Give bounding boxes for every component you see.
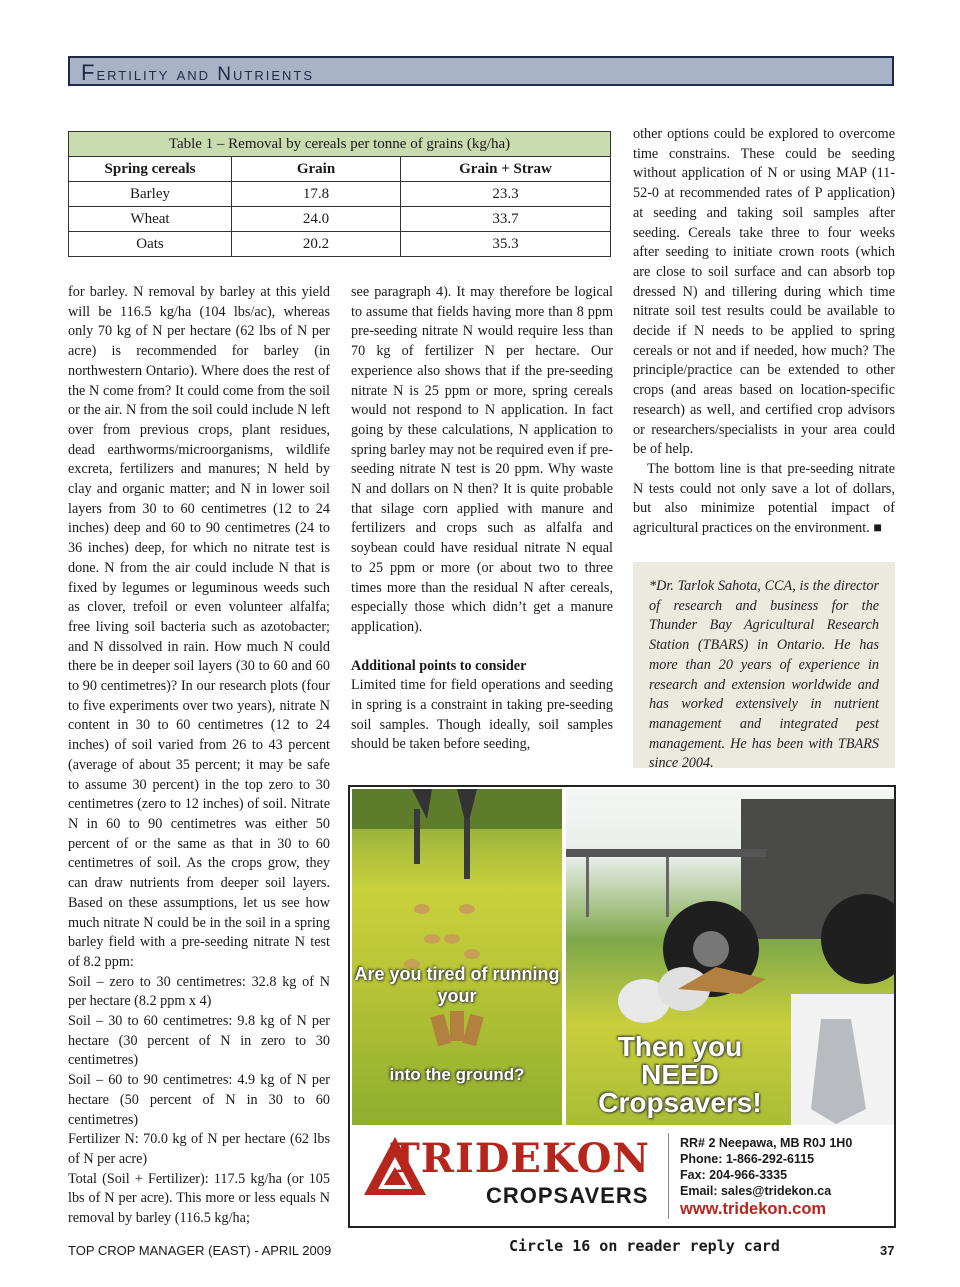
brand-subtitle: CROPSAVERS	[486, 1183, 649, 1208]
ad-divider	[668, 1133, 669, 1219]
subheading: Additional points to consider	[351, 657, 527, 674]
section-header	[68, 56, 894, 86]
tridekon-ad[interactable]	[348, 785, 896, 1228]
table-cell: Barley	[69, 182, 232, 207]
table-cell: 17.8	[232, 182, 401, 207]
paragraph: see paragraph 4). It may therefore be logical to assume that fields having more than 8 ppm pre-seeding nitrate N would require less than 70 kg of fertilizer N per hectare. Our experience also shows that if the pre-seeding nitrate N is 25 ppm or more, spring cereals would not respond to N application. In fact going by these calculations, N application to spring barley may not be required even if pre-seeding nitrate N test is 20 ppm. Why waste N and dollars on N then? It is quite probable that silage corn applied with manure and fertilizers and crops such as alfalfa and soybean could have residual nitrate N equal to 25 ppm or more (or about two to three times more than the residual N after cereals, especially those which didn’t get a manure application).	[351, 284, 613, 635]
contact-phone: Phone: 1-866-292-6115	[680, 1152, 815, 1166]
brand-name: TRIDEKON	[390, 1135, 650, 1182]
table-cell: Oats	[69, 232, 232, 257]
table-row	[69, 232, 611, 257]
table-header-grain-straw: Grain + Straw	[401, 157, 611, 182]
footer-reader-reply: Circle 16 on reader reply card	[509, 1237, 780, 1255]
table-cell: 35.3	[401, 232, 611, 257]
table-cell: Wheat	[69, 207, 232, 232]
calc-line: Soil – 60 to 90 centimetres: 4.9 kg of N per hectare (50 percent of N in 30 to 60 centimetres)	[68, 1072, 330, 1128]
calc-line: Soil – 30 to 60 centimetres: 9.8 kg of N per hectare (30 percent of N in zero to 30 centimetres)	[68, 1013, 330, 1069]
footer-publication: TOP CROP MANAGER (EAST) - APRIL 2009	[68, 1243, 332, 1258]
table-cell: 24.0	[232, 207, 401, 232]
article-column-1	[68, 283, 330, 1229]
ad-photo-tractor	[566, 789, 894, 1125]
author-bio	[633, 562, 895, 772]
calc-line: Fertilizer N: 70.0 kg of N per hectare (62 lbs of N per acre)	[68, 1131, 330, 1167]
paragraph: other options could be explored to overcome time constrains. These could be seeding without application of N or using MAP (11-52-0 at recommended rates of P application) at seeding and taking soil samples after seeding. Cereals take three to four weeks after seeding to initiate crown roots (which are close to soil surface and can absorb top dressed N) and tillering during which time nitrate soil test results could be available to decide if N needs to be applied to spring cereals or not and if needed, how much? The principle/practice can be extended to other crops (and areas based on location-specific research) as well, and certified crop advisors or researchers/specialists in your area could be of help.	[633, 126, 895, 458]
author-bio-text: *Dr. Tarlok Sahota, CCA, is the director of research and business for the Thunder Bay Agricultural Research Station (TBARS) in Ontario. He has more than 20 years of experience in research and extension worldwide and has worked extensively in nutrient management and integrated pest management. He has been with TBARS since 2004.	[649, 578, 879, 772]
table-caption: Table 1 – Removal by cereals per tonne of grains (kg/ha)	[69, 132, 611, 157]
page-number: 37	[880, 1243, 895, 1258]
table-row	[69, 182, 611, 207]
table-row	[69, 207, 611, 232]
contact-website-link[interactable]: www.tridekon.com	[680, 1200, 827, 1218]
contact-fax: Fax: 204-966-3335	[680, 1168, 788, 1182]
paragraph: for barley. N removal by barley at this yield will be 116.5 kg/ha (104 lbs/ac), whereas only 70 kg of N per hectare (62 lbs of N per acre) is recommended for barley (in northwestern Ontario). Where does the rest of the N come from? It could come from the soil or the air. N from the soil could include N left over from previous crops, plant residues, dead earthworms/microorganisms, wildlife excreta, fertilizers and manures; N held by clay and organic matter; and N in lower soil layers from 30 to 60 centimetres (12 to 24 inches) deep and 60 to 90 centimetres (24 to 36 inches) deep, for which no nitrate test is done. N from the air could include N that is fixed by legumes or leguminous weeds such as clover, trefoil or even volunteer alfalfa; free living soil bacteria such as azotobacter; and N dissolved in rain. How much N could there be in deeper soil layers (30 to 60 and 60 to 90 centimetres)? In our research plots (four to five experiments over two years), nitrate N content in 30 to 60 centimetres (12 to 24 inches) of soil varied from 26 to 43 percent (average of about 35 percent; it may be safe to assume 30 percent) in the top zero to 30 centimetres (zero to 12 inches) of soil. Nitrate N in 60 to 90 centimetres was either 50 percent of or the same as that in 30 to 60 centimetres of soil. As the crops grow, they can draw nutrients from deeper soil layers. Based on these assumptions, let us see how much nitrate N could be in the soil in a spring barley field with a pre-seeding nitrate N test of 8.2 ppm:	[68, 284, 330, 970]
table-header-grain: Grain	[232, 157, 401, 182]
paragraph: Limited time for field operations and seeding in spring is a constraint in taking pre-seeding soil samples. Though ideally, soil samples should be taken before seeding,	[351, 677, 613, 753]
article-column-3	[633, 125, 895, 539]
paragraph: The bottom line is that pre-seeding nitrate N tests could not only save a lot of dollars, but also minimize potential impact of agricultural practices on the environment. ■	[633, 460, 895, 537]
table-cell: 23.3	[401, 182, 611, 207]
ad-photo-field	[352, 789, 562, 1125]
contact-block	[680, 1135, 852, 1217]
ad-tagline-1: Are you tired of running your	[354, 964, 560, 1006]
calc-line: Total (Soil + Fertilizer): 117.5 kg/ha (or 105 lbs of N per acre). This more or less equals N removal by barley (116.5 kg/ha;	[68, 1170, 330, 1227]
ad-headline: Then you NEED Cropsavers!	[598, 1031, 762, 1118]
ad-tagline-2: into the ground?	[389, 1065, 525, 1084]
contact-address: RR# 2 Neepawa, MB R0J 1H0	[680, 1136, 853, 1150]
table-header-crop: Spring cereals	[69, 157, 232, 182]
ad-footer	[350, 1127, 894, 1226]
section-title: Fertility and Nutrients	[81, 60, 315, 85]
removal-table	[68, 131, 611, 257]
calc-line: Soil – zero to 30 centimetres: 32.8 kg of N per hectare (8.2 ppm x 4)	[68, 973, 330, 1010]
article-column-2	[351, 283, 613, 755]
table-cell: 33.7	[401, 207, 611, 232]
contact-email[interactable]: Email: sales@tridekon.ca	[680, 1184, 832, 1198]
table-cell: 20.2	[232, 232, 401, 257]
